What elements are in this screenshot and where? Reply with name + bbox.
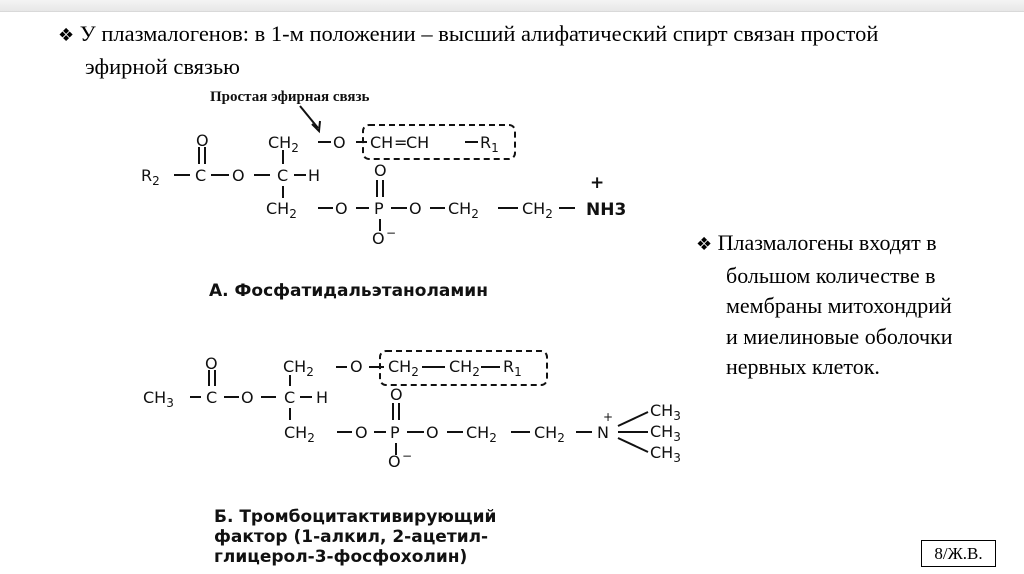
caption-a: А. Фосфатидальэтаноламин	[209, 281, 488, 301]
svg-text:CH3: $CH_3$	[650, 443, 681, 465]
svg-text:O: O	[390, 385, 403, 404]
amino-group-label: NH3	[586, 200, 627, 220]
svg-text:O: O	[196, 131, 209, 150]
charge-plus: +	[590, 173, 605, 193]
svg-text:R1: $R_1$	[503, 357, 522, 379]
svg-text:O: O	[374, 161, 387, 180]
side-line-5: нервных клеток.	[726, 354, 880, 379]
svg-text:R2: $R_2$	[141, 166, 160, 188]
svg-text:O: O	[409, 199, 422, 218]
svg-text:CH2: $CH_2$	[268, 133, 299, 155]
svg-text:CH3: $CH_3$	[650, 401, 681, 423]
svg-text:O: O	[333, 133, 346, 152]
svg-text:O: O	[388, 452, 401, 471]
svg-text:CH2: $CH_2$	[448, 199, 479, 221]
structure-b	[143, 354, 681, 471]
svg-text:−: −	[402, 449, 413, 463]
svg-text:O: O	[350, 357, 363, 376]
svg-text:CH3: $CH_3$	[143, 388, 174, 410]
diamond-bullet-icon: ❖	[58, 25, 75, 46]
svg-text:C: C	[206, 388, 218, 407]
side-bullet	[696, 228, 996, 383]
svg-text:CH2: $CH_2$	[449, 357, 480, 379]
svg-text:P: P	[390, 423, 400, 442]
svg-text:CH2: $CH_2$	[466, 423, 497, 445]
svg-text:CH2: $CH_2$	[283, 357, 314, 379]
svg-text:C: C	[277, 166, 289, 185]
svg-text:P: P	[374, 199, 384, 218]
svg-text:CH3: $CH_3$	[650, 422, 681, 444]
caption-b-line-3: глицерол-3-фосфохолин)	[214, 547, 468, 567]
svg-text:CH2: $CH_2$	[266, 199, 297, 221]
svg-text:CH2: $CH_2$	[534, 423, 565, 445]
svg-text:H: H	[316, 388, 329, 407]
svg-text:O: O	[426, 423, 439, 442]
svg-text:H: H	[308, 166, 321, 185]
svg-text:O: O	[232, 166, 245, 185]
svg-text:O: O	[355, 423, 368, 442]
svg-text:R1: $R_1$	[480, 133, 499, 155]
svg-text:N: N	[597, 423, 609, 442]
ether-bond-annotation: Простая эфирная связь	[210, 89, 370, 105]
svg-text:C: C	[284, 388, 296, 407]
intro-line-2: эфирной связью	[85, 54, 240, 79]
side-line-3: мембраны митохондрий	[726, 293, 952, 318]
side-line-1: ❖ Плазмалогены входят в	[696, 230, 937, 255]
svg-text:C: C	[195, 166, 207, 185]
svg-text:O: O	[335, 199, 348, 218]
svg-text:CH2: $CH_2$	[388, 357, 419, 379]
side-line-2: большом количестве в	[726, 262, 936, 288]
structure-a	[141, 131, 553, 248]
svg-text:CH: CH	[406, 133, 430, 152]
svg-text:=: =	[394, 133, 408, 152]
svg-text:O: O	[205, 354, 218, 373]
svg-text:CH2: $CH_2$	[284, 423, 315, 445]
svg-text:CH2: $CH_2$	[522, 199, 553, 221]
caption-b-line-2: фактор (1-алкил, 2-ацетил-	[214, 527, 489, 547]
svg-text:−: −	[386, 226, 397, 240]
svg-text:O: O	[372, 229, 385, 248]
svg-text:CH: CH	[370, 133, 394, 152]
svg-text:O: O	[241, 388, 254, 407]
side-line-4: и миелиновые оболочки	[726, 323, 953, 349]
intro-line-1: У плазмалогенов: в 1-м положении – высший алифатический спирт связан простой	[79, 21, 879, 46]
slide-number: 8/Ж.В.	[921, 540, 996, 567]
svg-text:+: +	[603, 410, 614, 424]
caption-b-line-1: Б. Тромбоцитактивирующий	[214, 507, 497, 527]
diamond-bullet-icon: ❖	[696, 234, 713, 255]
